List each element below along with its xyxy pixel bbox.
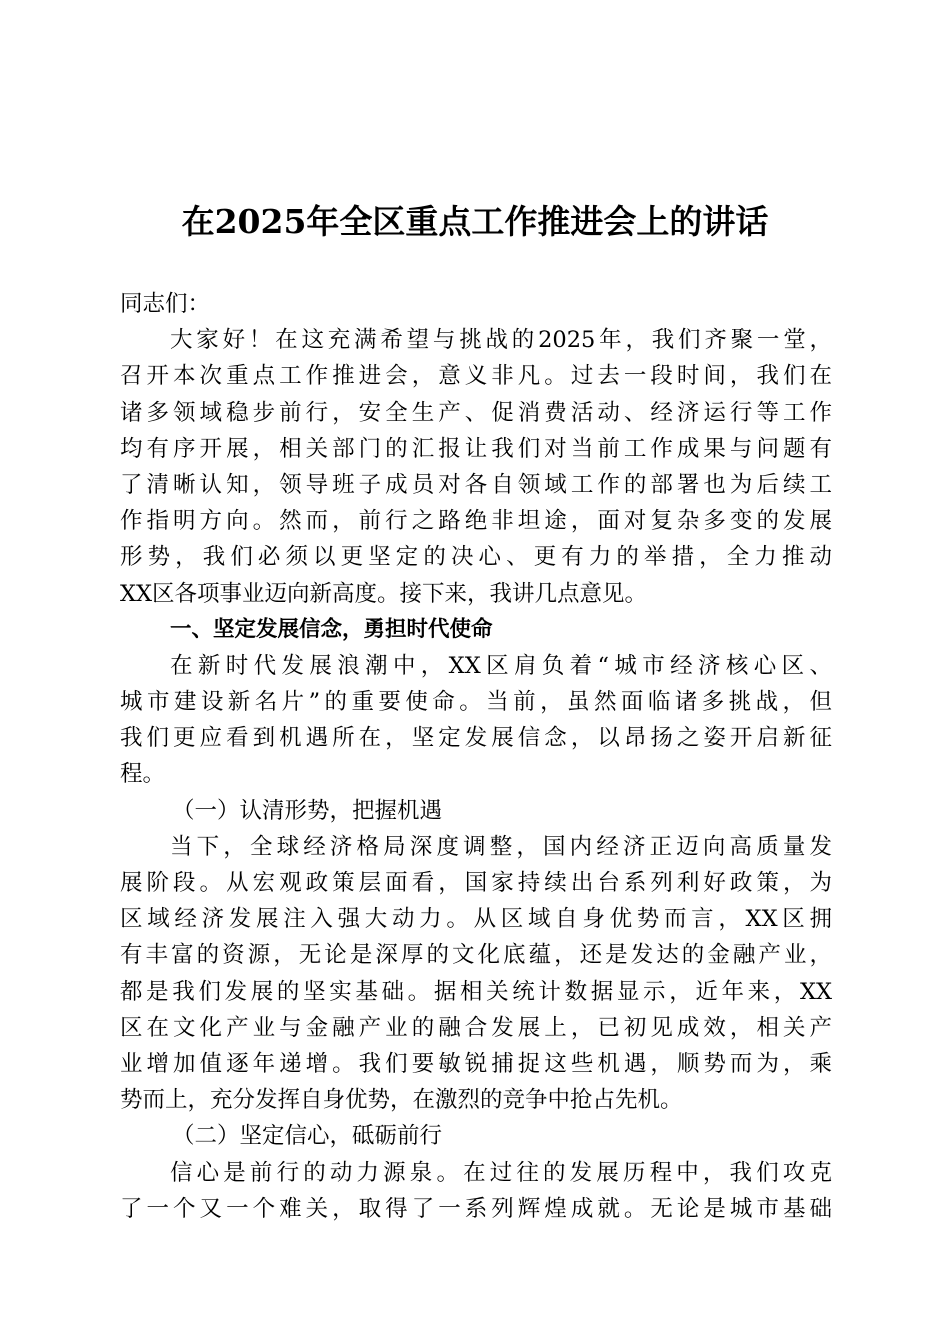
text-line: 作指明方向。然而，前行之路绝非坦途，面对复杂多变的发展 (120, 508, 832, 535)
text-line: 城市建设新名片”的重要使命。当前，虽然面临诸多挑战，但 (120, 689, 832, 716)
subsection-heading: （一）认清形势，把握机遇 (172, 797, 443, 824)
paragraph-first-line: 当下，全球经济格局深度调整，国内经济正迈向高质量发 (170, 833, 832, 860)
salutation: 同志们： (120, 291, 211, 317)
text-line: 召开本次重点工作推进会，意义非凡。过去一段时间，我们在 (120, 363, 832, 390)
text-line: 了清晰认知，领导班子成员对各自领域工作的部署也为后续工 (120, 471, 832, 498)
text-line: 都是我们发展的坚实基础。据相关统计数据显示，近年来，XX (120, 978, 832, 1005)
paragraph-last-line: 势而上，充分发挥自身优势，在激烈的竞争中抢占先机。 (120, 1087, 683, 1114)
paragraph-last-line: 程。 (120, 761, 166, 788)
text-line: 区域经济发展注入强大动力。从区域自身优势而言，XX区拥 (120, 906, 832, 933)
subsection-heading: （二）坚定信心，砥砺前行 (172, 1123, 443, 1150)
text-line: 展阶段。从宏观政策层面看，国家持续出台系列利好政策，为 (120, 870, 832, 896)
text-line: 了一个又一个难关，取得了一系列辉煌成就。无论是城市基础 (120, 1195, 832, 1222)
paragraph-last-line: XX区各项事业迈向新高度。接下来，我讲几点意见。 (120, 580, 648, 607)
paragraph-lines (120, 322, 832, 1227)
document-title: 在2025年全区重点工作推进会上的讲话 (181, 202, 769, 241)
text-line: 区在文化产业与金融产业的融合发展上，已初见成效，相关产 (120, 1014, 832, 1041)
text-line: 均有序开展，相关部门的汇报让我们对当前工作成果与问题有 (120, 435, 832, 462)
paragraph-first-line: 大家好！在这充满希望与挑战的2025年，我们齐聚一堂， (170, 327, 832, 354)
section-heading: 一、坚定发展信念，勇担时代使命 (170, 616, 493, 642)
document-body (120, 286, 832, 1227)
paragraph-first-line: 在新时代发展浪潮中，XX区肩负着“城市经济核心区、 (170, 652, 832, 679)
text-line: 形势，我们必须以更坚定的决心、更有力的举措，全力推动 (120, 544, 832, 571)
text-line: 诸多领域稳步前行，安全生产、促消费活动、经济运行等工作 (120, 399, 832, 426)
text-line: 我们更应看到机遇所在，坚定发展信念，以昂扬之姿开启新征 (120, 725, 832, 752)
text-line: 业增加值逐年递增。我们要敏锐捕捉这些机遇，顺势而为，乘 (120, 1050, 832, 1077)
text-line: 有丰富的资源，无论是深厚的文化底蕴，还是发达的金融产业， (120, 942, 832, 969)
paragraph-first-line: 信心是前行的动力源泉。在过往的发展历程中，我们攻克 (170, 1159, 832, 1186)
